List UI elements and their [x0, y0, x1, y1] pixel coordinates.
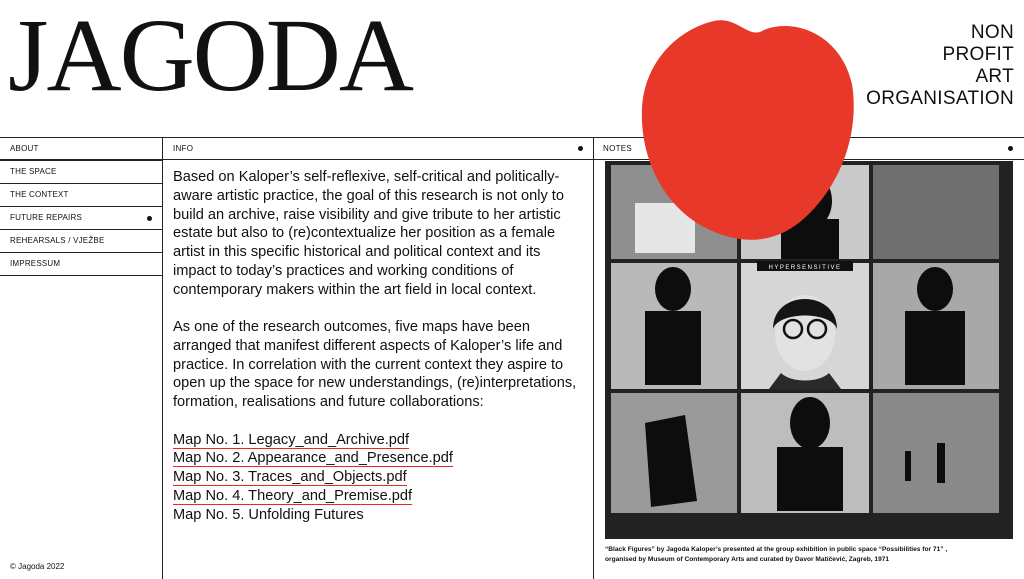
- nav-item-label: IMPRESSUM: [10, 259, 61, 268]
- photo-caption: [605, 545, 1015, 565]
- map-link-label: Map No. 1. Legacy_and_Archive.pdf: [173, 431, 410, 448]
- nav-item-about[interactable]: [0, 138, 162, 161]
- info-header-label: INFO: [173, 144, 194, 153]
- map-link-theory[interactable]: [173, 487, 581, 506]
- map-link-label: Map No. 4. Theory_and_Premise.pdf: [173, 487, 413, 504]
- column-divider: [162, 137, 163, 579]
- bullet-icon: [578, 146, 583, 151]
- map-link-legacy[interactable]: [173, 431, 581, 450]
- nav-item-label: THE SPACE: [10, 167, 57, 176]
- nav-item-rehearsals[interactable]: [0, 230, 162, 253]
- nav-item-future-repairs[interactable]: [0, 207, 162, 230]
- tagline-line: PROFIT: [942, 44, 1014, 65]
- nav-item-the-context[interactable]: [0, 184, 162, 207]
- nav-item-impressum[interactable]: [0, 253, 162, 276]
- active-bullet-icon: [147, 216, 152, 221]
- bullet-icon: [1008, 146, 1013, 151]
- nav-item-label: THE CONTEXT: [10, 190, 69, 199]
- info-column-header: [173, 138, 583, 159]
- nav-item-label: ABOUT: [10, 144, 39, 153]
- photo-banner-text: HYPERSENSITIVE: [768, 265, 842, 271]
- caption-line: organised by Museum of Contemporary Arts and curated by Davor Matičević, Zagreb, 1971: [605, 556, 890, 563]
- tagline-line: ORGANISATION: [866, 88, 1014, 109]
- nav-item-label: REHEARSALS / VJEŽBE: [10, 236, 105, 245]
- info-paragraph: As one of the research outcomes, five maps have been arranged that manifest different aspects of Kaloper’s life and practice. In correlation with the current context they aspire to open up the space for new understandings, (re)interpretations, formation, realisations and future collaborations:: [173, 319, 577, 411]
- notes-header-label: NOTES: [603, 144, 633, 153]
- tagline: [866, 22, 1014, 110]
- info-content: [173, 168, 581, 525]
- map-link-label: Map No. 3. Traces_and_Objects.pdf: [173, 469, 407, 486]
- info-paragraph: Based on Kaloper’s self-reflexive, self-critical and politically-aware artistic practice, the goal of this research is not only to build an archive, raise visibility and give tribute to her artistic estate but also to (re)contextualize her position as a female artist in this specific historical and political context and its impact to today’s practices and working conditions of contemporary makers within the art field in local context.: [173, 169, 564, 298]
- column-divider: [593, 137, 594, 579]
- map-link-label: Map No. 2. Appearance_and_Presence.pdf: [173, 450, 453, 467]
- site-logo[interactable]: JAGODA: [8, 0, 412, 113]
- tagline-line: NON: [970, 22, 1014, 43]
- map-link-traces[interactable]: [173, 468, 581, 487]
- footer-copyright: © Jagoda 2022: [10, 562, 65, 571]
- map-list: [173, 431, 581, 525]
- map-link-appearance[interactable]: [173, 449, 581, 468]
- caption-line: “Black Figures” by Jagoda Kaloper’s presented at the group exhibition in public space “Possibilities for 71” ,: [605, 546, 948, 553]
- nav-item-the-space[interactable]: [0, 161, 162, 184]
- tagline-line: ART: [975, 66, 1014, 87]
- red-blob-decoration: [640, 14, 855, 244]
- map-item-unfolding-futures: Map No. 5. Unfolding Futures: [173, 506, 364, 523]
- nav-item-label: FUTURE REPAIRS: [10, 213, 82, 222]
- sidebar-nav: [0, 138, 162, 276]
